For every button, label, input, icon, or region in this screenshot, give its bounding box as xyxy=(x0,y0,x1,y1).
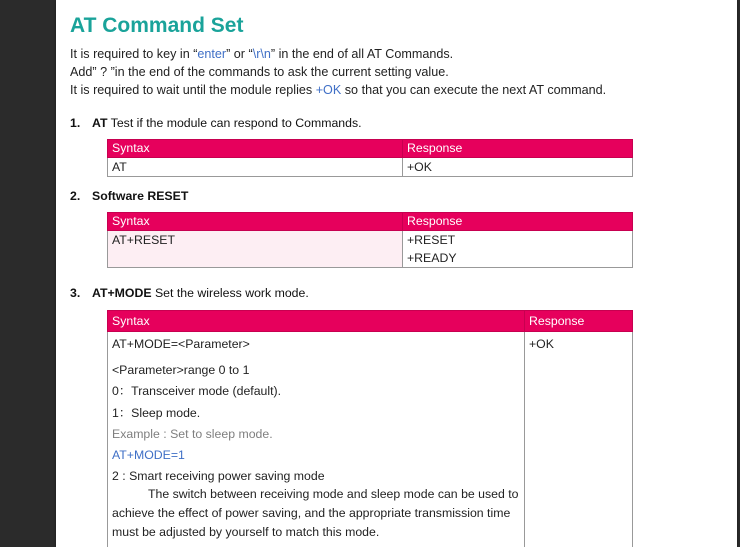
document-page xyxy=(56,0,737,547)
syntax-text: AT+RESET xyxy=(112,233,175,247)
intro-text: ” in the end of all AT Commands. xyxy=(270,47,454,61)
response-cell xyxy=(525,332,633,547)
page-title: AT Command Set xyxy=(70,14,244,37)
response-header: Response xyxy=(403,213,633,231)
syntax-line: AT+MODE=<Parameter> xyxy=(112,337,250,351)
response-text: +OK xyxy=(529,337,554,351)
response-line: +READY xyxy=(407,251,457,265)
intro-line-3 xyxy=(70,83,606,97)
syntax-line: 0：Transceiver mode (default). xyxy=(112,384,282,398)
syntax-header: Syntax xyxy=(108,311,525,332)
syntax-cell xyxy=(108,231,403,268)
response-cell: +OK xyxy=(403,158,633,177)
intro-text: so that you can execute the next AT command. xyxy=(341,83,607,97)
response-header: Response xyxy=(525,311,633,332)
section-3-heading xyxy=(70,286,309,300)
command-name: AT xyxy=(92,116,108,130)
ok-keyword: +OK xyxy=(315,83,342,97)
response-line: +RESET xyxy=(407,233,456,247)
response-header: Response xyxy=(403,140,633,158)
command-description: Test if the module can respond to Commands. xyxy=(107,116,362,130)
command-description: Set the wireless work mode. xyxy=(151,286,309,300)
section-2-heading xyxy=(70,189,188,203)
intro-line-1 xyxy=(70,47,453,61)
command-name: Software RESET xyxy=(92,189,189,203)
intro-text: ” or “ xyxy=(226,47,253,61)
intro-text: It is required to wait until the module replies xyxy=(70,83,316,97)
syntax-line: 1：Sleep mode. xyxy=(112,406,201,420)
syntax-header: Syntax xyxy=(108,140,403,158)
enter-keyword: enter xyxy=(197,47,227,61)
section-number: 1. xyxy=(70,116,81,130)
intro-line-2: Add” ? ”in the end of the commands to ask the current setting value. xyxy=(70,65,449,79)
section-3-table xyxy=(107,310,633,547)
command-name: AT+MODE xyxy=(92,286,152,300)
section-2-table xyxy=(107,212,633,268)
syntax-cell: AT xyxy=(108,158,403,177)
example-command: AT+MODE=1 xyxy=(112,448,185,462)
section-number: 3. xyxy=(70,286,81,300)
syntax-line: 2 : Smart receiving power saving mode xyxy=(112,469,325,483)
response-cell xyxy=(403,231,633,268)
section-1-table xyxy=(107,139,633,177)
intro-text: It is required to key in “ xyxy=(70,47,198,61)
mode-description: The switch between receiving mode and sleep mode can be used to achieve the effect of power saving, and the appropriate transmission time must be adjusted by yourself to match this mode. xyxy=(112,487,519,539)
crlf-keyword: \r\n xyxy=(252,47,271,61)
syntax-cell xyxy=(108,332,525,547)
section-1-heading xyxy=(70,116,362,130)
example-label: Example : Set to sleep mode. xyxy=(112,427,273,441)
syntax-header: Syntax xyxy=(108,213,403,231)
section-number: 2. xyxy=(70,189,81,203)
syntax-line: <Parameter>range 0 to 1 xyxy=(112,363,250,377)
